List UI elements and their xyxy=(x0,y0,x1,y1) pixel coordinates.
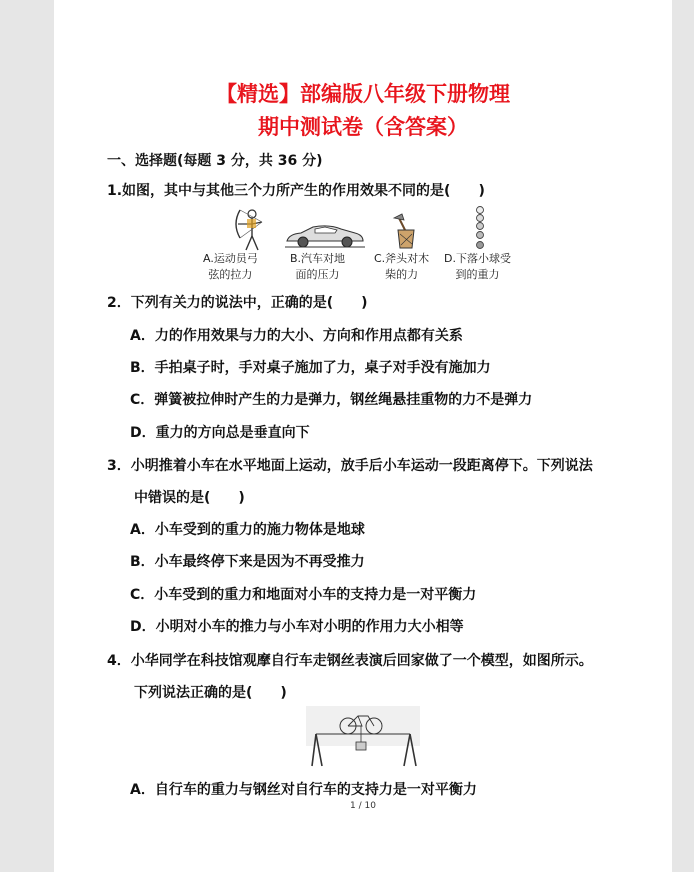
q1-caption-b: B.汽车对地 面的压力 xyxy=(290,252,346,281)
q1-caption-c: C.斧头对木 柴的力 xyxy=(374,252,430,281)
question-4-stem-line-1: 4．小华同学在科技馆观摩自行车走钢丝表演后回家做了一个模型，如图所示。 xyxy=(107,653,593,669)
question-2-stem: 2．下列有关力的说法中，正确的是( ) xyxy=(107,295,368,311)
page-number: 1 / 10 xyxy=(350,801,376,811)
car-figure xyxy=(285,223,365,249)
title-line-2: 期中测试卷（含答案） xyxy=(258,115,468,139)
title-line-1: 【精选】部编版八年级下册物理 xyxy=(216,82,510,106)
question-1-stem: 1.如图，其中与其他三个力所产生的作用效果不同的是( ) xyxy=(107,183,485,199)
q2-option-c: C．弹簧被拉伸时产生的力是弹力，钢丝绳悬挂重物的力不是弹力 xyxy=(130,392,533,408)
q1-caption-a: A.运动员弓 弦的拉力 xyxy=(203,252,258,281)
archer-figure xyxy=(230,208,270,252)
section-heading: 一、选择题(每题 3 分，共 36 分) xyxy=(107,153,323,169)
bicycle-wire-figure xyxy=(306,706,420,766)
q2-option-b: B．手拍桌子时，手对桌子施加了力，桌子对手没有施加力 xyxy=(130,360,491,376)
q2-option-d: D．重力的方向总是垂直向下 xyxy=(130,425,310,441)
question-4-stem-line-2: 下列说法正确的是( ) xyxy=(134,685,287,701)
q4-option-a: A．自行车的重力与钢丝对自行车的支持力是一对平衡力 xyxy=(130,782,477,798)
q3-option-a: A．小车受到的重力的施力物体是地球 xyxy=(130,522,365,538)
question-3-stem-line-2: 中错误的是( ) xyxy=(134,490,245,506)
q2-option-a: A．力的作用效果与力的大小、方向和作用点都有关系 xyxy=(130,328,463,344)
q3-option-c: C．小车受到的重力和地面对小车的支持力是一对平衡力 xyxy=(130,587,477,603)
document-page xyxy=(54,0,672,872)
q3-option-d: D．小明对小车的推力与小车对小明的作用力大小相等 xyxy=(130,619,464,635)
q3-option-b: B．小车最终停下来是因为不再受推力 xyxy=(130,554,365,570)
falling-ball-figure xyxy=(472,206,488,250)
q1-caption-d: D.下落小球受 到的重力 xyxy=(444,252,511,281)
question-3-stem-line-1: 3．小明推着小车在水平地面上运动，放手后小车运动一段距离停下。下列说法 xyxy=(107,458,593,474)
axe-figure xyxy=(392,214,420,250)
